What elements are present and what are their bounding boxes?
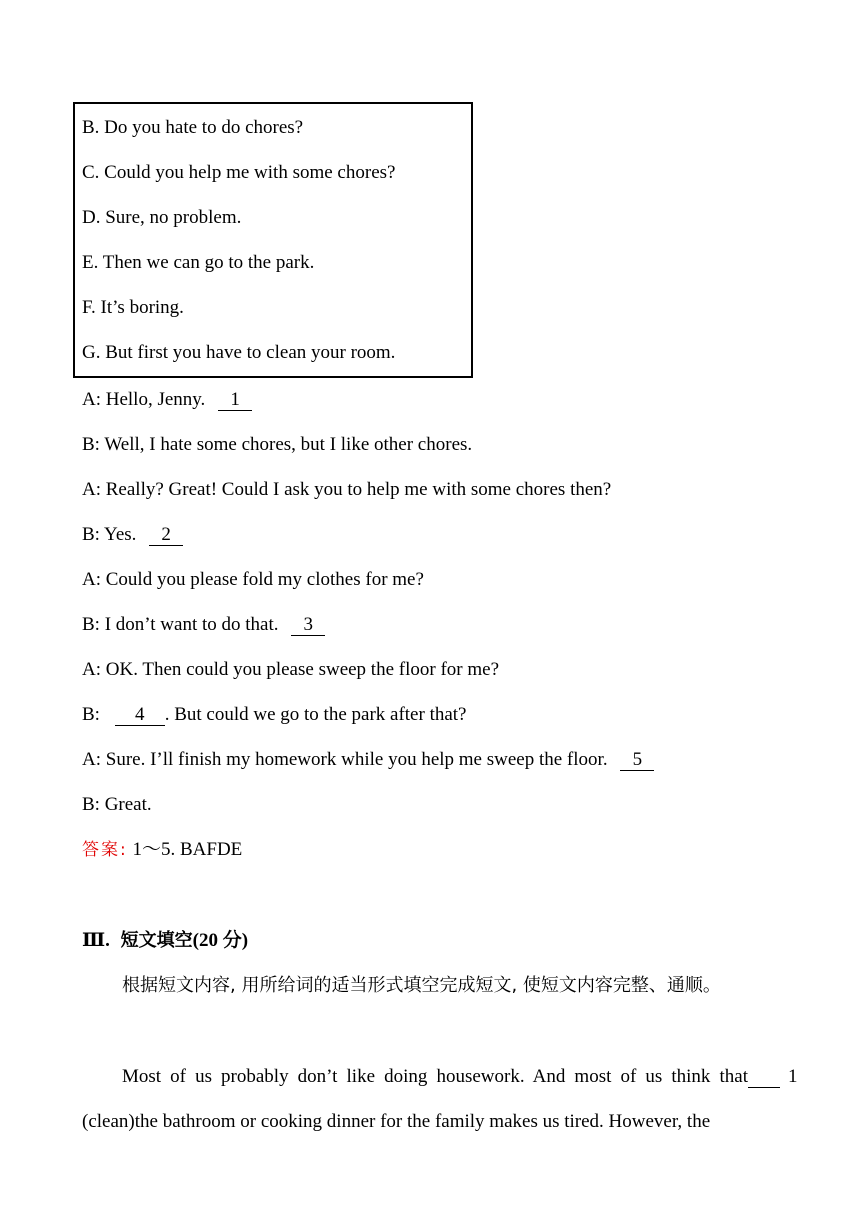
dialogue-line-2: B: Well, I hate some chores, but I like other chores. bbox=[82, 434, 473, 455]
dialogue-text: A: Hello, Jenny. bbox=[82, 389, 206, 410]
answer-blank-3: 3 bbox=[291, 615, 325, 636]
dialogue-line-10: B: Great. bbox=[82, 794, 152, 815]
answer-blank-2: 2 bbox=[149, 525, 183, 546]
dialogue-line-7: A: OK. Then could you please sweep the floor for me? bbox=[82, 659, 499, 680]
dialogue-text: B: I don’t want to do that. bbox=[82, 614, 279, 635]
dialogue-text: B: Yes. bbox=[82, 524, 137, 545]
options-box bbox=[73, 102, 473, 378]
dialogue-line-4 bbox=[82, 523, 183, 547]
answer-blank-1: 1 bbox=[218, 390, 252, 411]
answer-blank-5: 5 bbox=[620, 750, 654, 771]
dialogue-line-1 bbox=[82, 388, 252, 412]
dialogue-line-8 bbox=[82, 703, 467, 727]
section-title: 短文填空 bbox=[120, 930, 193, 951]
dialogue-text: B: bbox=[82, 704, 100, 725]
section-points: (20 分) bbox=[192, 930, 249, 951]
answer-blank-4: 4 bbox=[115, 705, 165, 726]
dialogue-line-9 bbox=[82, 748, 654, 772]
option-c: C. Could you help me with some chores? bbox=[82, 162, 396, 183]
passage-text: Most of us probably don’t like doing housework. And most of us think that bbox=[122, 1066, 748, 1087]
passage bbox=[82, 1054, 798, 1144]
option-e: E. Then we can go to the park. bbox=[82, 252, 315, 273]
answer-key bbox=[82, 838, 242, 862]
passage-text: (clean)the bathroom or cooking dinner for the family makes us tired. However, the bbox=[82, 1111, 711, 1132]
option-g: G. But first you have to clean your room. bbox=[82, 342, 396, 363]
answer-label: 答案: bbox=[82, 840, 128, 860]
dialogue-text: . But could we go to the park after that? bbox=[164, 704, 467, 725]
option-d: D. Sure, no problem. bbox=[82, 207, 242, 228]
dialogue-line-6 bbox=[82, 613, 325, 637]
section-heading bbox=[82, 928, 248, 954]
dialogue-line-3: A: Really? Great! Could I ask you to help me with some chores then? bbox=[82, 479, 612, 500]
passage-blank-1: 1 bbox=[748, 1067, 780, 1088]
option-b: B. Do you hate to do chores? bbox=[82, 117, 304, 138]
dialogue-text: A: Sure. I’ll finish my homework while you help me sweep the floor. bbox=[82, 749, 608, 770]
answer-value: 1～5. BAFDE bbox=[132, 839, 243, 860]
section-numeral: Ⅲ. bbox=[82, 930, 110, 951]
dialogue-line-5: A: Could you please fold my clothes for me? bbox=[82, 569, 424, 590]
option-f: F. It’s boring. bbox=[82, 297, 184, 318]
instructions: 根据短文内容, 用所给词的适当形式填空完成短文, 使短文内容完整、通顺。 bbox=[122, 975, 721, 996]
